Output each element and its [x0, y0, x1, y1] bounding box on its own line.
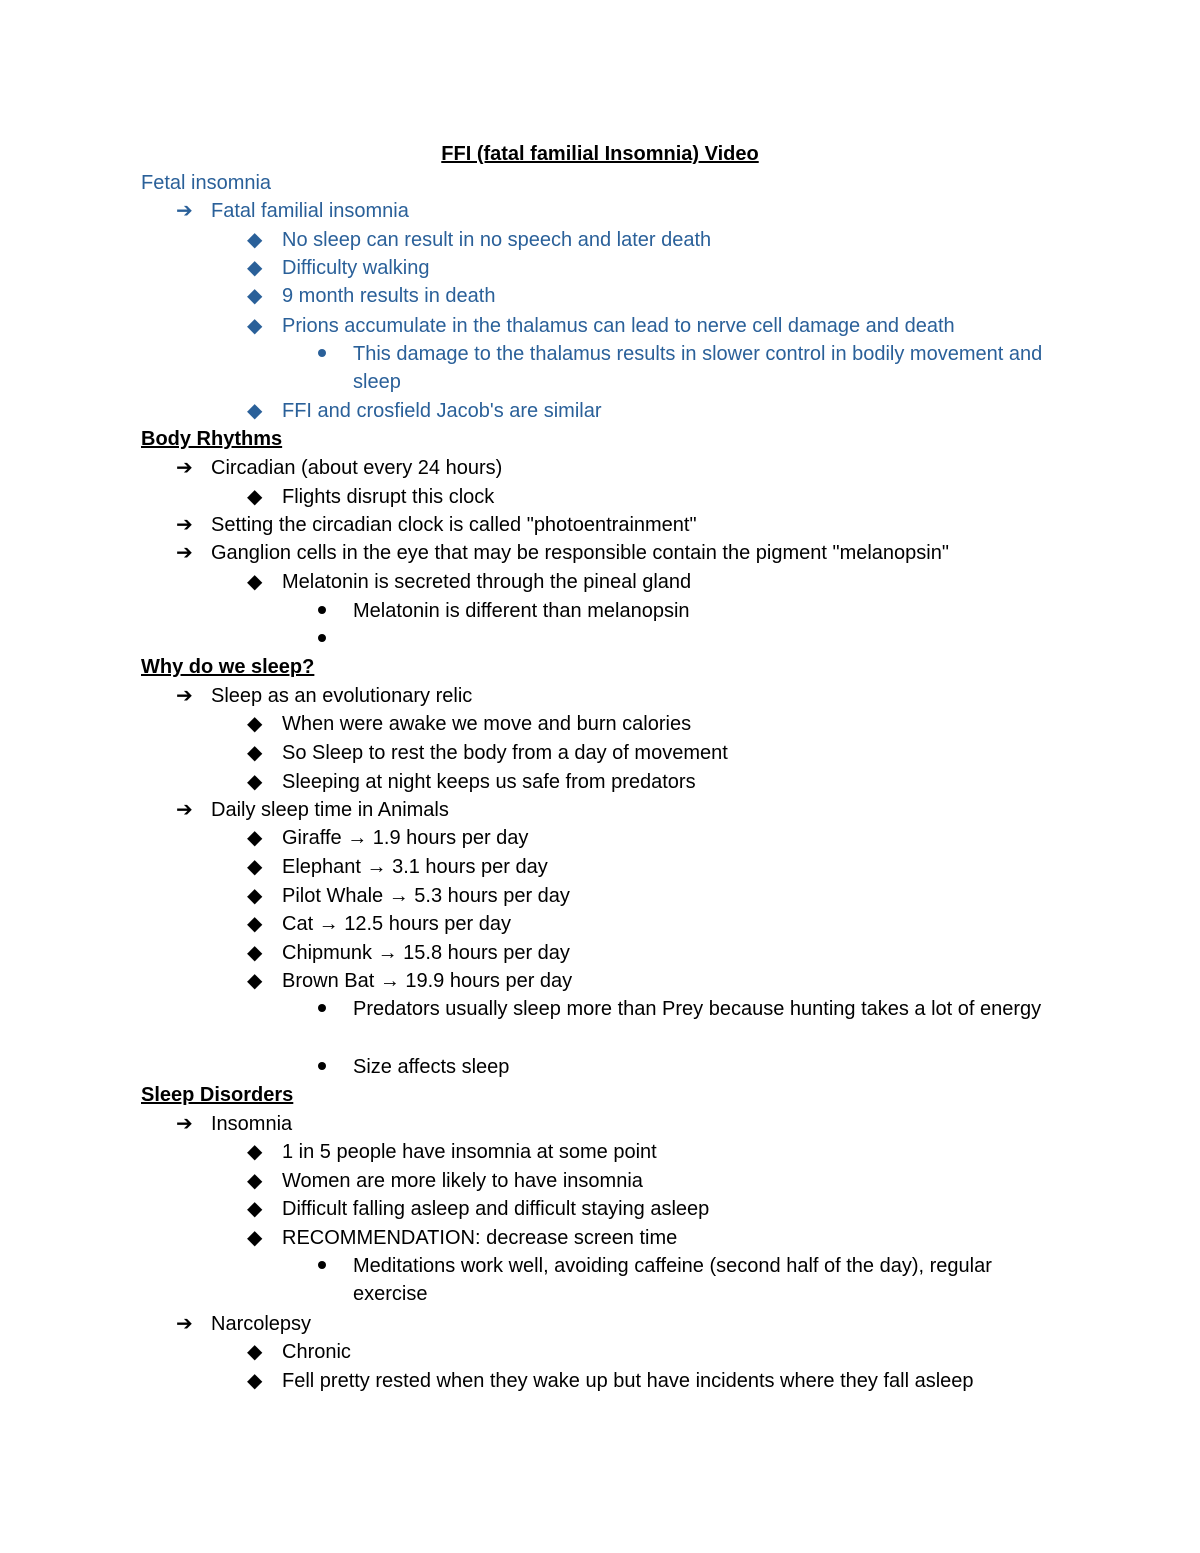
list-item: FFI and crosfield Jacob's are similar [282, 400, 602, 422]
arrow-bullet-icon [176, 1310, 193, 1338]
diamond-bullet-icon [247, 282, 262, 310]
diamond-bullet-icon [247, 910, 262, 938]
animal-sleep-item: Elephant → 3.1 hours per day [282, 856, 548, 878]
arrow-bullet-icon [176, 1110, 193, 1138]
dot-bullet-icon [318, 1252, 326, 1280]
list-item: Chronic [282, 1341, 351, 1363]
animal-sleep-item: Giraffe → 1.9 hours per day [282, 827, 529, 849]
list-item: Circadian (about every 24 hours) [211, 457, 503, 479]
list-item: Melatonin is secreted through the pineal gland [282, 571, 692, 593]
dot-bullet-icon [318, 340, 326, 368]
list-item: RECOMMENDATION: decrease screen time [282, 1227, 678, 1249]
list-item: 1 in 5 people have insomnia at some point [282, 1141, 657, 1163]
list-item: When were awake we move and burn calories [282, 713, 692, 735]
list-item: Prions accumulate in the thalamus can lead to nerve cell damage and death [282, 315, 955, 337]
arrow-bullet-icon [176, 511, 193, 539]
list-item: Fatal familial insomnia [211, 200, 409, 222]
section-heading-why-do-we-sleep: Why do we sleep? [141, 656, 315, 678]
dot-bullet-icon [318, 995, 326, 1023]
list-item: Sleeping at night keeps us safe from predators [282, 771, 696, 793]
animal-sleep-item: Chipmunk → 15.8 hours per day [282, 942, 570, 964]
list-item: Daily sleep time in Animals [211, 799, 449, 821]
diamond-bullet-icon [247, 397, 262, 425]
animal-sleep-item: Pilot Whale → 5.3 hours per day [282, 885, 570, 907]
list-item: Fell pretty rested when they wake up but have incidents where they fall asleep [282, 1370, 974, 1392]
list-item: Sleep as an evolutionary relic [211, 685, 473, 707]
diamond-bullet-icon [247, 1195, 262, 1223]
diamond-bullet-icon [247, 568, 262, 596]
list-item: Difficulty walking [282, 257, 430, 279]
list-item: Size affects sleep [353, 1056, 510, 1078]
arrow-bullet-icon [176, 454, 193, 482]
diamond-bullet-icon [247, 483, 262, 511]
dot-bullet-icon [318, 625, 326, 653]
arrow-bullet-icon [176, 539, 193, 567]
diamond-bullet-icon [247, 739, 262, 767]
arrow-bullet-icon [176, 796, 193, 824]
animal-sleep-item: Cat → 12.5 hours per day [282, 913, 512, 935]
list-item: Women are more likely to have insomnia [282, 1170, 643, 1192]
diamond-bullet-icon [247, 882, 262, 910]
list-item: Ganglion cells in the eye that may be responsible contain the pigment "melanopsin" [211, 542, 949, 564]
list-item: Meditations work well, avoiding caffeine (second half of the day), regular exercise [353, 1255, 992, 1305]
list-item: Flights disrupt this clock [282, 486, 495, 508]
arrow-bullet-icon [176, 682, 193, 710]
section-heading-body-rhythms: Body Rhythms [141, 428, 283, 450]
section-heading-sleep-disorders: Sleep Disorders [141, 1084, 294, 1106]
diamond-bullet-icon [247, 967, 262, 995]
list-item: Insomnia [211, 1113, 293, 1135]
list-item: No sleep can result in no speech and later death [282, 229, 712, 251]
diamond-bullet-icon [247, 226, 262, 254]
diamond-bullet-icon [247, 768, 262, 796]
diamond-bullet-icon [247, 1138, 262, 1166]
diamond-bullet-icon [247, 939, 262, 967]
diamond-bullet-icon [247, 1367, 262, 1395]
diamond-bullet-icon [247, 1224, 262, 1252]
document-title: FFI (fatal familial Insomnia) Video [441, 143, 759, 165]
diamond-bullet-icon [247, 824, 262, 852]
list-item: Predators usually sleep more than Prey because hunting takes a lot of energy [353, 998, 1042, 1020]
arrow-bullet-icon [176, 197, 193, 225]
section-heading-fetal-insomnia: Fetal insomnia [141, 172, 272, 194]
list-item: Melatonin is different than melanopsin [353, 600, 690, 622]
list-item: Difficult falling asleep and difficult staying asleep [282, 1198, 710, 1220]
list-item: 9 month results in death [282, 285, 496, 307]
list-item: So Sleep to rest the body from a day of movement [282, 742, 728, 764]
diamond-bullet-icon [247, 853, 262, 881]
diamond-bullet-icon [247, 1167, 262, 1195]
dot-bullet-icon [318, 1053, 326, 1081]
dot-bullet-icon [318, 597, 326, 625]
diamond-bullet-icon [247, 312, 262, 340]
list-item: Setting the circadian clock is called "photoentrainment" [211, 514, 697, 536]
list-item: This damage to the thalamus results in slower control in bodily movement and sleep [353, 343, 1043, 393]
diamond-bullet-icon [247, 254, 262, 282]
animal-sleep-item: Brown Bat → 19.9 hours per day [282, 970, 573, 992]
list-item: Narcolepsy [211, 1313, 312, 1335]
diamond-bullet-icon [247, 1338, 262, 1366]
diamond-bullet-icon [247, 710, 262, 738]
